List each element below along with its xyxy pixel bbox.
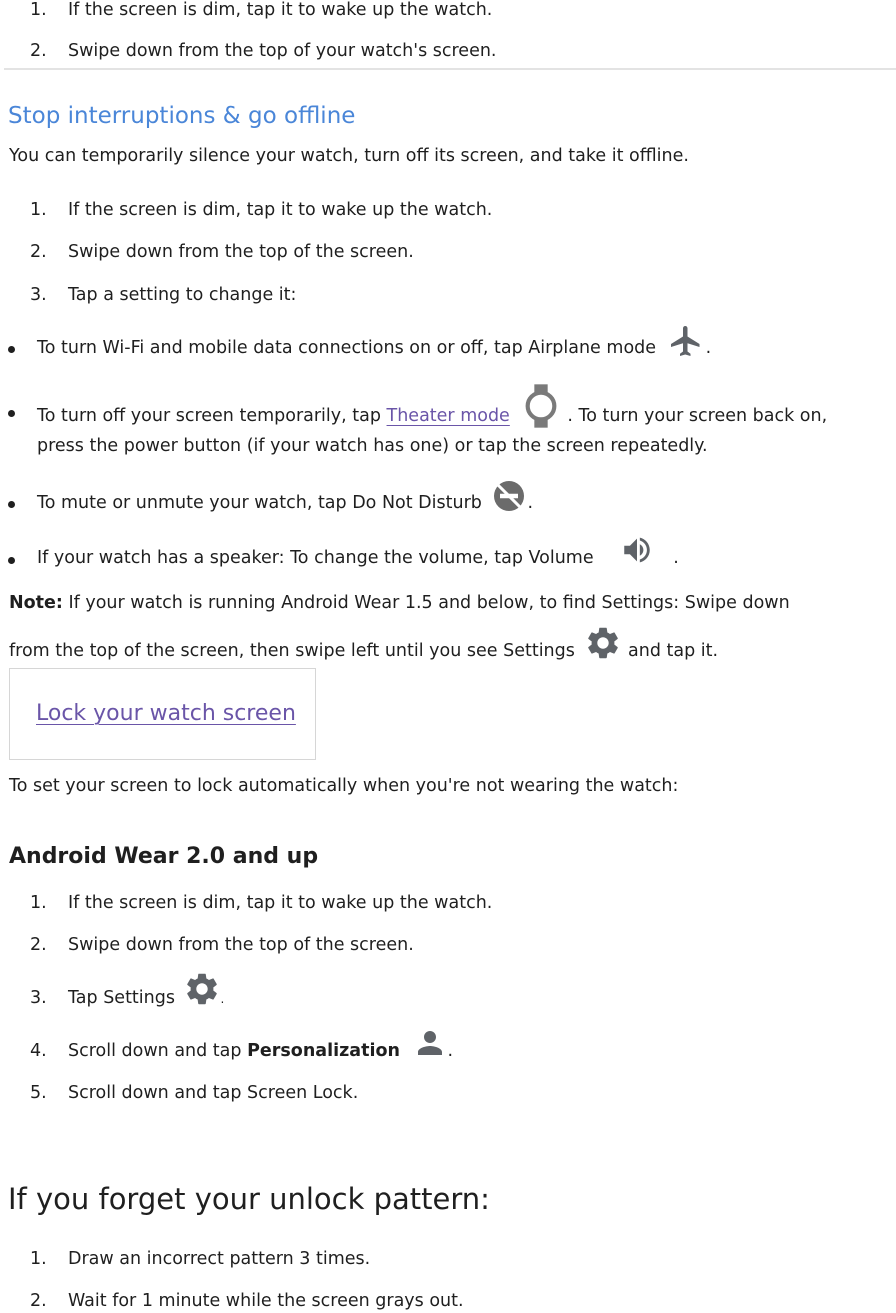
airplane-icon [666,323,706,359]
list-item: Tap a setting to change it: [68,285,297,305]
do-not-disturb-icon [491,478,527,514]
bullet-theater-line2: press the power button (if your watch has one) or tap the screen repeatedly. [37,436,708,456]
list-item: If the screen is dim, tap it to wake up the watch. [68,893,493,913]
note-label: Note: [9,593,63,613]
bullet-dnd: To mute or unmute your watch, tap Do Not Disturb . [37,492,533,514]
lock-watch-screen-link[interactable]: Lock your watch screen [36,701,296,726]
list-item: Swipe down from the top of the screen. [68,242,414,262]
list-number: 3. [30,285,47,305]
list-number: 1. [30,1249,47,1269]
list-item: Swipe down from the top of your watch's screen. [68,41,497,61]
list-item: Scroll down and tap Personalization . [68,1041,453,1061]
list-item: Wait for 1 minute while the screen grays out. [68,1291,464,1311]
note-line2: from the top of the screen, then swipe left until you see Settings and tap it. [9,640,718,662]
bullet [8,410,15,417]
list-item: If the screen is dim, tap it to wake up the watch. [68,200,493,220]
section-intro: You can temporarily silence your watch, turn off its screen, and take it offline. [9,146,689,166]
bullet [8,557,15,564]
bullet-volume: If your watch has a speaker: To change the volume, tap Volume . [37,548,679,568]
bullet [8,346,15,353]
section-heading-offline: Stop interruptions & go offline [8,103,356,129]
list-number: 2. [30,935,47,955]
watch-icon [521,381,561,431]
lock-section-box [9,668,316,760]
list-number: 2. [30,41,47,61]
list-item: Scroll down and tap Screen Lock. [68,1083,359,1103]
subheading-android-wear: Android Wear 2.0 and up [9,844,319,869]
gear-icon [584,624,622,662]
section-heading-forget: If you forget your unlock pattern: [8,1182,490,1216]
list-item: If the screen is dim, tap it to wake up the watch. [68,0,493,20]
divider [4,68,896,70]
list-item: Draw an incorrect pattern 3 times. [68,1249,371,1269]
person-icon [412,1025,448,1061]
list-number: 3. [30,988,47,1008]
list-number: 2. [30,1291,47,1311]
list-number: 1. [30,893,47,913]
list-number: 1. [30,200,47,220]
list-item: Swipe down from the top of the screen. [68,935,414,955]
list-item: Tap Settings . [68,988,224,1008]
list-number: 1. [30,0,47,20]
bullet [8,501,15,508]
lock-intro: To set your screen to lock automatically when you're not wearing the watch: [9,776,679,796]
volume-icon [619,533,655,567]
gear-icon [183,970,221,1008]
note-line1: Note: If your watch is running Android Wear 1.5 and below, to find Settings: Swipe down [9,593,790,613]
list-number: 5. [30,1083,47,1103]
bullet-theater: To turn off your screen temporarily, tap Theater mode . To turn your screen back on, [37,401,827,431]
list-number: 2. [30,242,47,262]
list-number: 4. [30,1041,47,1061]
theater-mode-link[interactable]: Theater mode [386,406,510,426]
bullet-airplane: To turn Wi-Fi and mobile data connections on or off, tap Airplane mode . [37,337,711,359]
